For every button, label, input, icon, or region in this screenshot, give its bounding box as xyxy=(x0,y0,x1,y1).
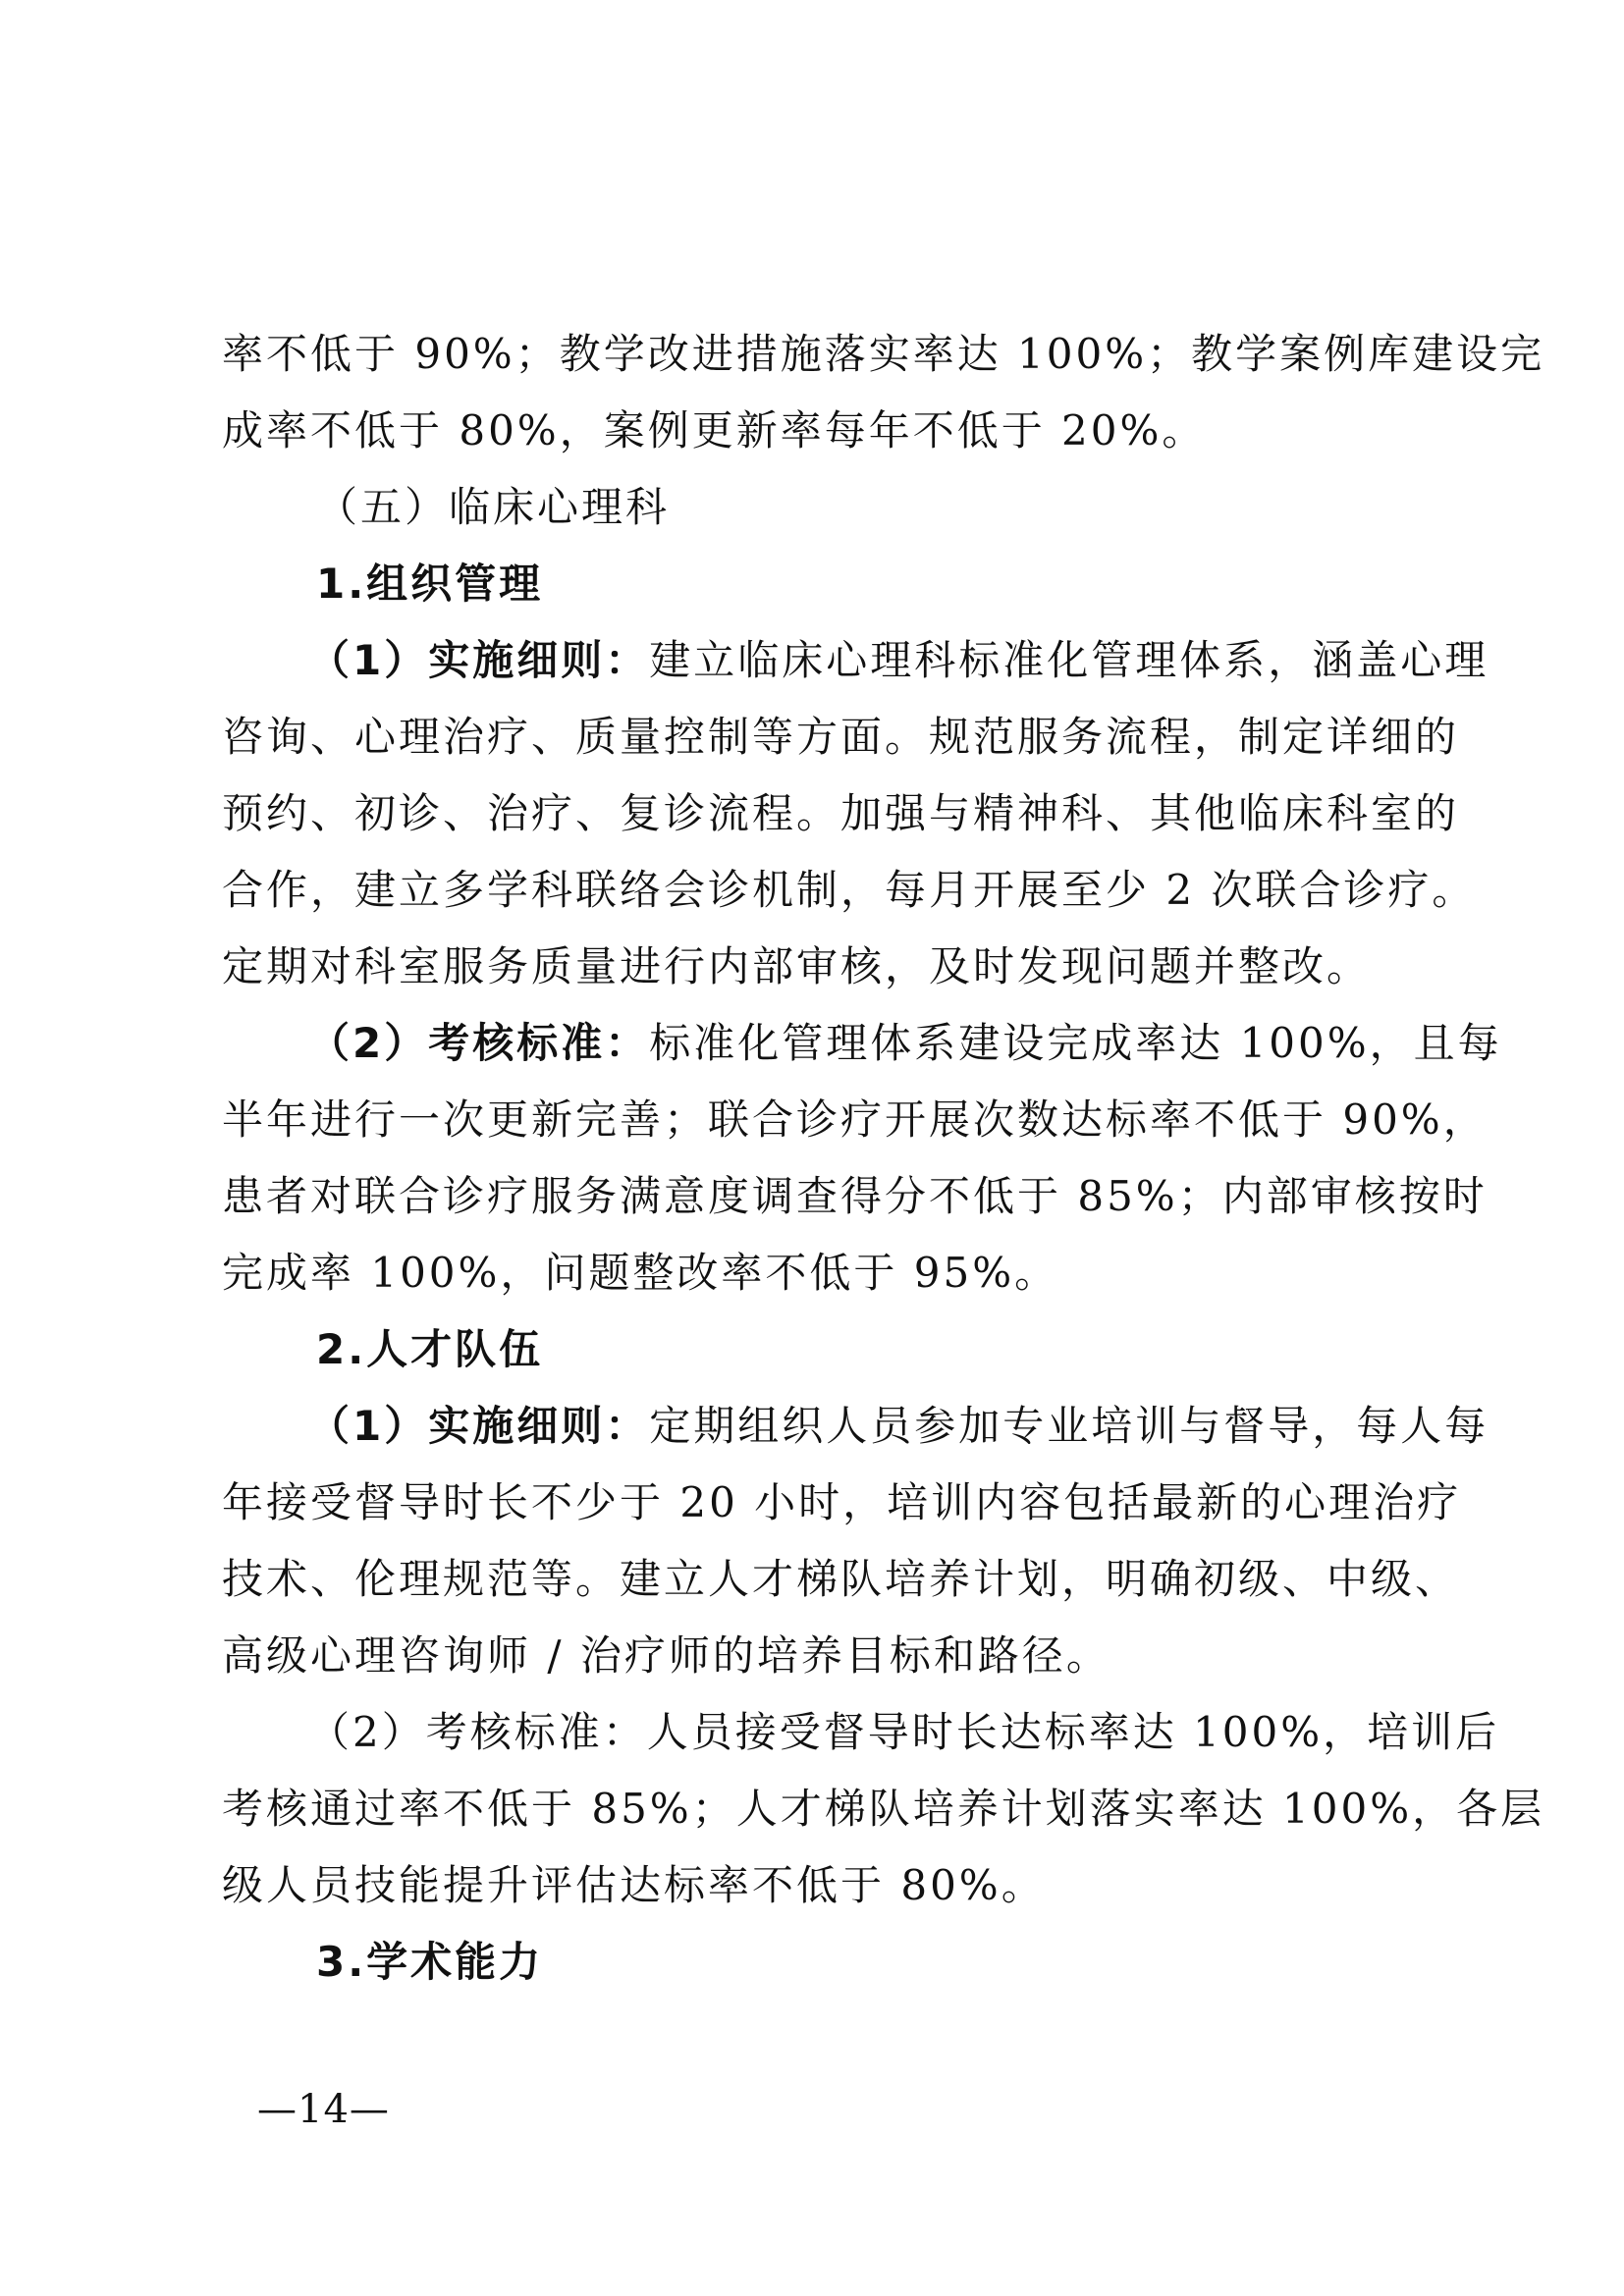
paragraph-line xyxy=(222,622,1489,699)
item-text: 建立临床心理科标准化管理体系，涵盖心理 xyxy=(649,636,1489,684)
paragraph-line xyxy=(222,1005,1502,1082)
item-label: （2）考核标准： xyxy=(308,1019,650,1067)
paragraph-line: 合作，建立多学科联络会诊机制，每月开展至少 2 次联合诊疗。 xyxy=(222,866,1477,914)
paragraph-line: 率不低于 90%；教学改进措施落实率达 100%；教学案例库建设完 xyxy=(222,330,1545,378)
paragraph-line: 预约、初诊、治疗、复诊流程。加强与精神科、其他临床科室的 xyxy=(222,789,1460,837)
document-body xyxy=(222,316,1545,2001)
paragraph-line: 患者对联合诊疗服务满意度调查得分不低于 85%；内部审核按时 xyxy=(222,1172,1488,1220)
item-label: （1）实施细则： xyxy=(308,636,650,684)
paragraph-line: 考核通过率不低于 85%；人才梯队培养计划落实率达 100%，各层 xyxy=(222,1785,1545,1833)
section-heading: （五）临床心理科 xyxy=(316,483,671,531)
paragraph-line: 成率不低于 80%，案例更新率每年不低于 20%。 xyxy=(222,406,1207,454)
item-text: 定期组织人员参加专业培训与督导，每人每 xyxy=(649,1402,1489,1450)
paragraph-line: 高级心理咨询师 / 治疗师的培养目标和路径。 xyxy=(222,1631,1110,1680)
page-number: —14— xyxy=(257,2087,390,2132)
paragraph-line: 咨询、心理治疗、质量控制等方面。规范服务流程，制定详细的 xyxy=(222,713,1460,761)
subsection-heading: 1.组织管理 xyxy=(316,560,544,608)
paragraph-line: 定期对科室服务质量进行内部审核，及时发现问题并整改。 xyxy=(222,942,1372,990)
paragraph-line: 技术、伦理规范等。建立人才梯队培养计划，明确初级、中级、 xyxy=(222,1555,1460,1603)
paragraph-line: 半年进行一次更新完善；联合诊疗开展次数达标率不低于 90%， xyxy=(222,1095,1488,1144)
subsection-heading: 2.人才队伍 xyxy=(316,1325,544,1373)
paragraph-line: 级人员技能提升评估达标率不低于 80%。 xyxy=(222,1861,1046,1909)
paragraph-line xyxy=(222,1388,1489,1465)
paragraph-line: 完成率 100%，问题整改率不低于 95%。 xyxy=(222,1249,1059,1297)
item-text: 标准化管理体系建设完成率达 100%，且每 xyxy=(649,1019,1502,1067)
subsection-heading: 3.学术能力 xyxy=(316,1938,544,1986)
paragraph-line: （2）考核标准：人员接受督导时长达标率达 100%，培训后 xyxy=(308,1708,1500,1756)
item-label: （1）实施细则： xyxy=(308,1402,650,1450)
paragraph-line: 年接受督导时长不少于 20 小时，培训内容包括最新的心理治疗 xyxy=(222,1478,1462,1526)
